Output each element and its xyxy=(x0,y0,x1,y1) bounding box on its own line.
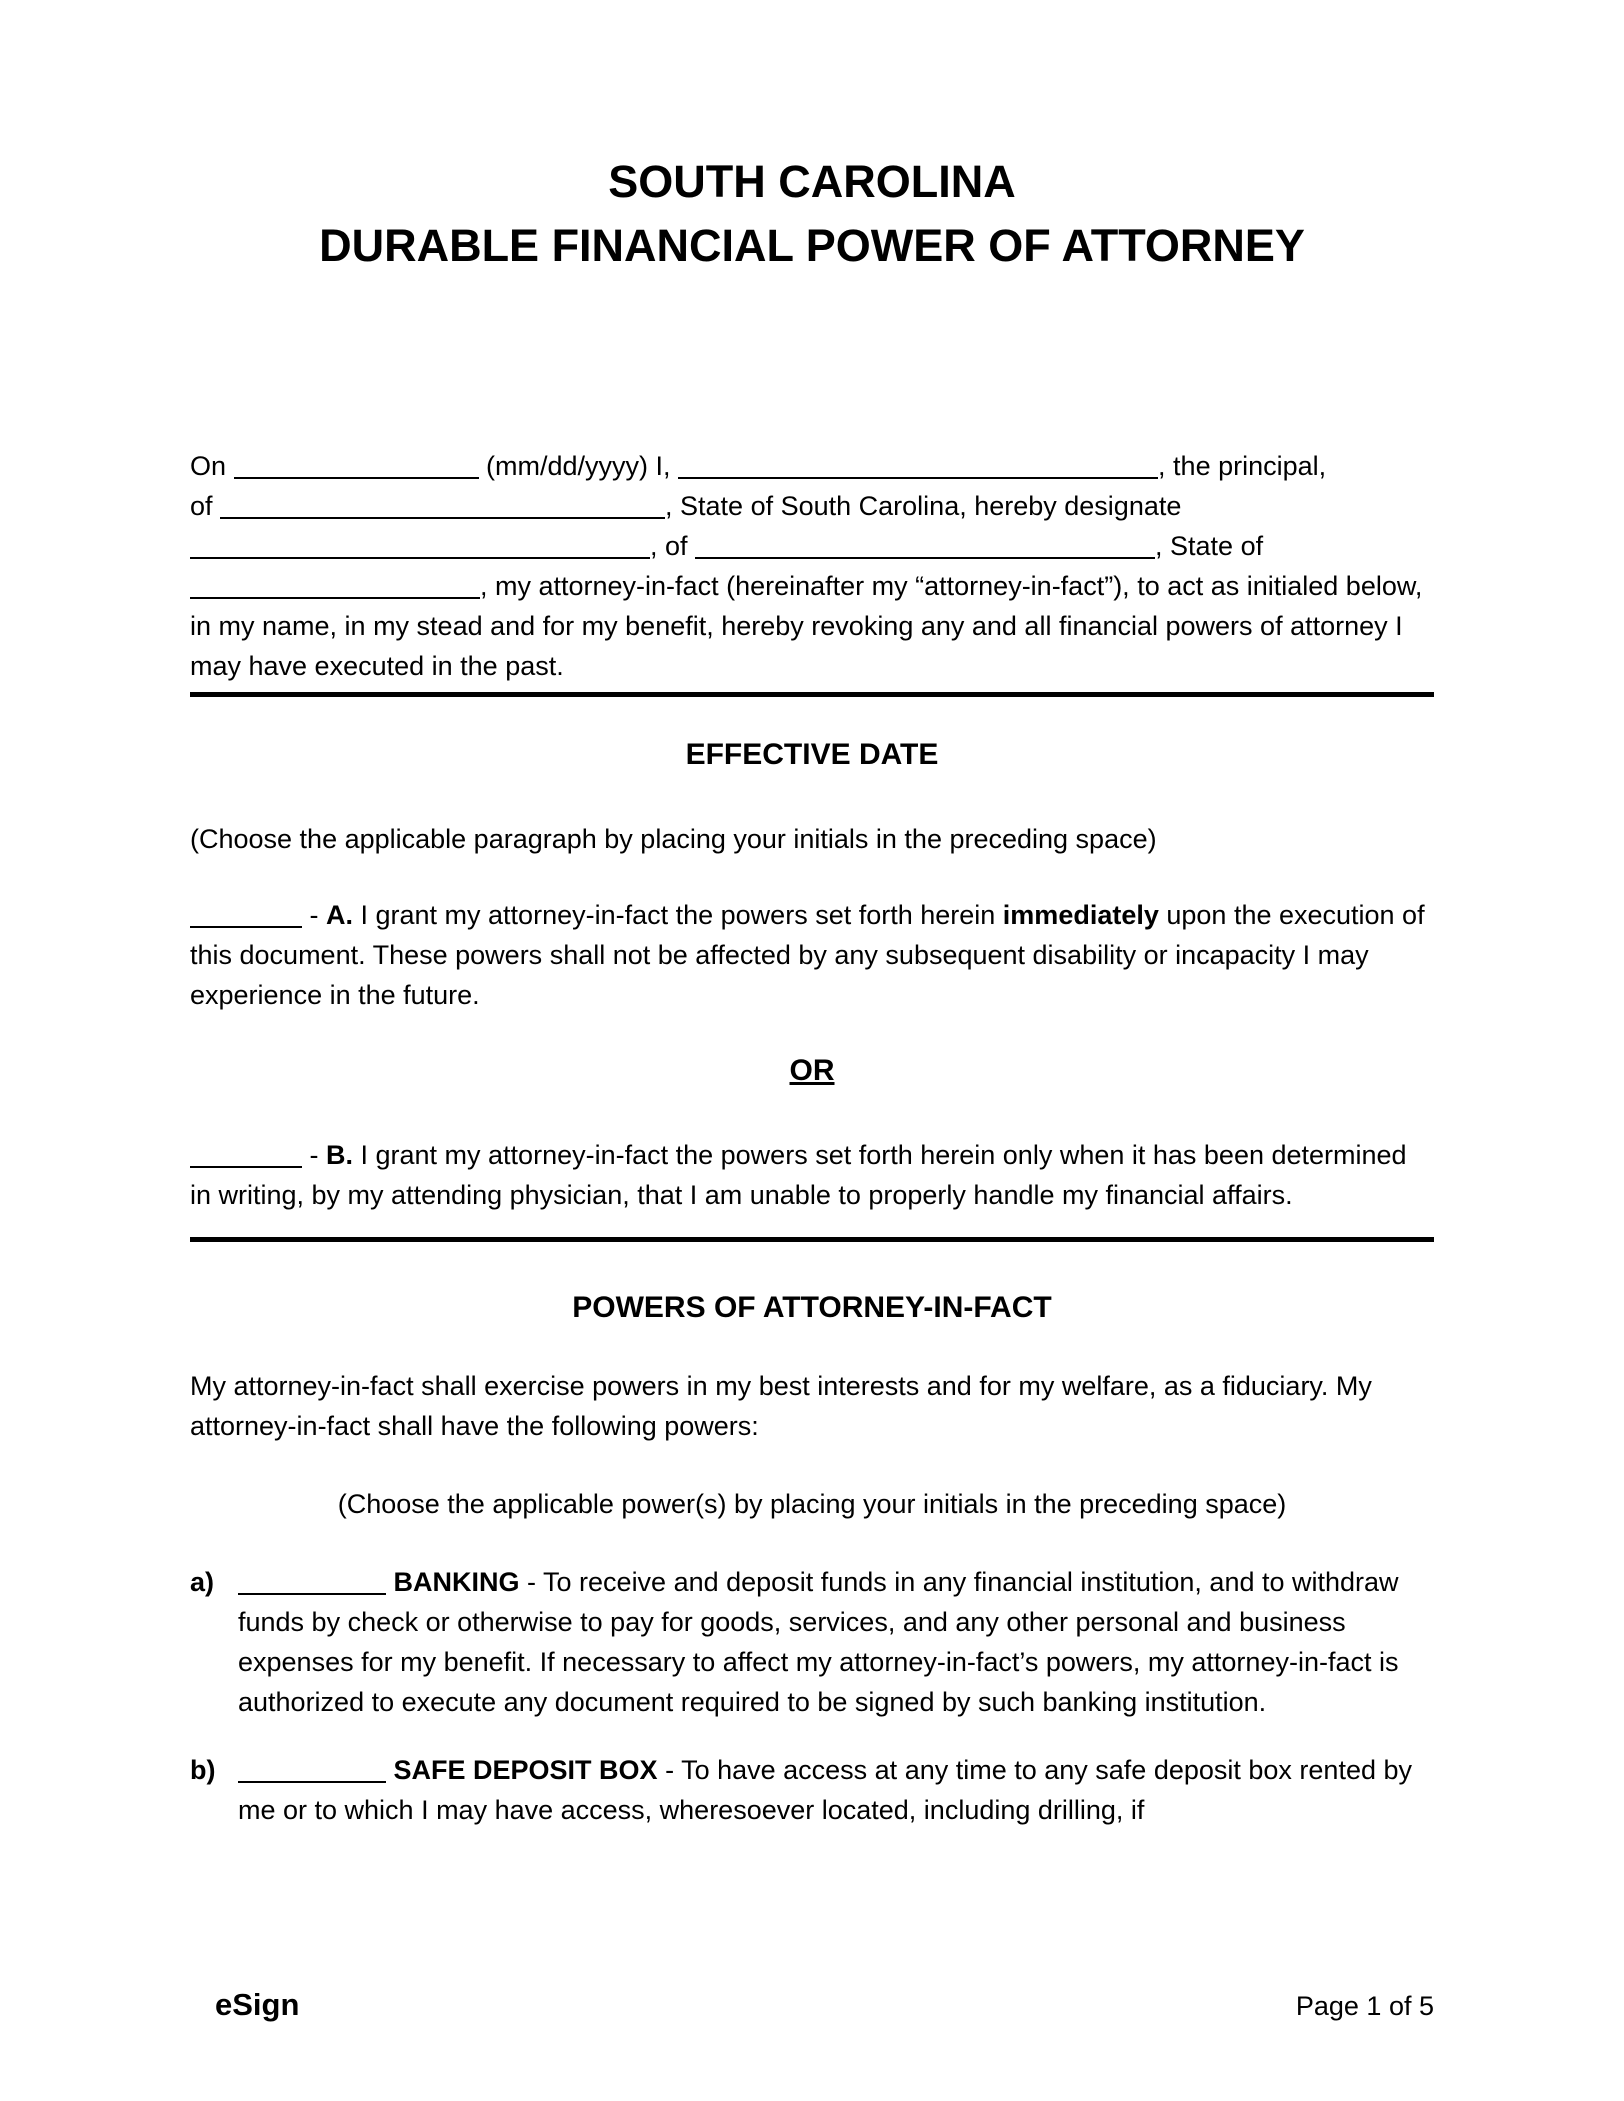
power-name: BANKING xyxy=(393,1567,520,1597)
intro-paragraph xyxy=(190,446,1434,686)
agent-name-field[interactable] xyxy=(190,530,650,559)
or-label: OR xyxy=(789,1054,835,1087)
text-segment: , the principal, xyxy=(1158,451,1327,481)
power-item-safe-deposit-box xyxy=(190,1750,1434,1830)
execution-date-field[interactable] xyxy=(234,450,479,479)
option-b-label: B. xyxy=(326,1140,353,1170)
power-item-marker: b) xyxy=(190,1755,216,1785)
power-item-body xyxy=(238,1750,1434,1830)
option-a-label: A. xyxy=(326,900,353,930)
or-separator xyxy=(190,1051,1434,1091)
powers-intro-paragraph: My attorney-in-fact shall exercise powers in my best interests and for my welfare, as a fiduciary. My attorney-in-fact shall have the following powers: xyxy=(190,1371,1372,1441)
page-number: Page 1 of 5 xyxy=(1295,1991,1434,2021)
powers-instruction: (Choose the applicable power(s) by placing your initials in the preceding space) xyxy=(337,1489,1287,1519)
power-name: SAFE DEPOSIT BOX xyxy=(393,1755,658,1785)
power-item-banking xyxy=(190,1562,1434,1722)
text-segment: - xyxy=(302,900,326,930)
text-segment: , State of xyxy=(1155,531,1264,561)
safe-deposit-initials-field[interactable] xyxy=(238,1754,386,1783)
page-footer xyxy=(215,1985,1434,2026)
option-a-paragraph xyxy=(190,895,1434,1015)
principal-city-field[interactable] xyxy=(220,490,665,519)
text-segment: I grant my attorney-in-fact the powers set forth herein xyxy=(353,900,1003,930)
text-segment: , of xyxy=(650,531,696,561)
text-segment: (mm/dd/yyyy) I, xyxy=(478,451,679,481)
powers-heading: POWERS OF ATTORNEY-IN-FACT xyxy=(572,1291,1052,1324)
document-title-line1: SOUTH CAROLINA xyxy=(608,156,1016,207)
principal-name-field[interactable] xyxy=(678,450,1158,479)
document-title-line2: DURABLE FINANCIAL POWER OF ATTORNEY xyxy=(319,220,1305,271)
text-segment: , my attorney-in-fact (hereinafter my “attorney-in-fact”), to act as initialed below, in my name, in my stead and for my benefit, hereby revoking any and all financial powers of attorney I may have executed in the past. xyxy=(190,571,1423,681)
power-description: - To have access at any time to any safe deposit box rented by me or to which I may have access, wheresoever located, including drilling, if xyxy=(238,1755,1412,1825)
text-segment: I grant my attorney-in-fact the powers set forth herein only when it has been determined in writing, by my attending physician, that I am unable to properly handle my financial affairs. xyxy=(190,1140,1407,1210)
document-title xyxy=(190,150,1434,278)
agent-state-field[interactable] xyxy=(190,570,480,599)
power-item-body xyxy=(238,1562,1434,1722)
effective-date-heading: EFFECTIVE DATE xyxy=(685,738,939,771)
agent-city-field[interactable] xyxy=(695,530,1155,559)
section-divider xyxy=(190,1237,1434,1242)
section-divider xyxy=(190,692,1434,697)
text-segment: , State of South Carolina, hereby designate xyxy=(665,491,1182,521)
effective-date-instruction: (Choose the applicable paragraph by placing your initials in the preceding space) xyxy=(190,824,1157,854)
text-segment: of xyxy=(190,491,221,521)
esign-logo: eSign xyxy=(215,1987,300,2022)
emphasized-word: immediately xyxy=(1002,900,1159,930)
power-description: - To receive and deposit funds in any financial institution, and to withdraw funds by check or otherwise to pay for goods, services, and any other personal and business expenses for my benefit. If necessary to affect my attorney-in-fact’s powers, my attorney-in-fact is authorized to execute any document required to be signed by such banking institution. xyxy=(238,1567,1399,1717)
page-content xyxy=(190,0,1434,1830)
text-segment: - xyxy=(302,1140,326,1170)
text-segment: On xyxy=(190,451,234,481)
banking-initials-field[interactable] xyxy=(238,1566,386,1595)
option-b-initials-field[interactable] xyxy=(190,1139,302,1168)
power-item-marker: a) xyxy=(190,1567,215,1597)
text-segment: upon the execution of this document. These powers shall not be affected by any subsequent disability or incapacity I may experience in the future. xyxy=(190,900,1425,1010)
option-b-paragraph xyxy=(190,1135,1434,1215)
option-a-initials-field[interactable] xyxy=(190,899,302,928)
